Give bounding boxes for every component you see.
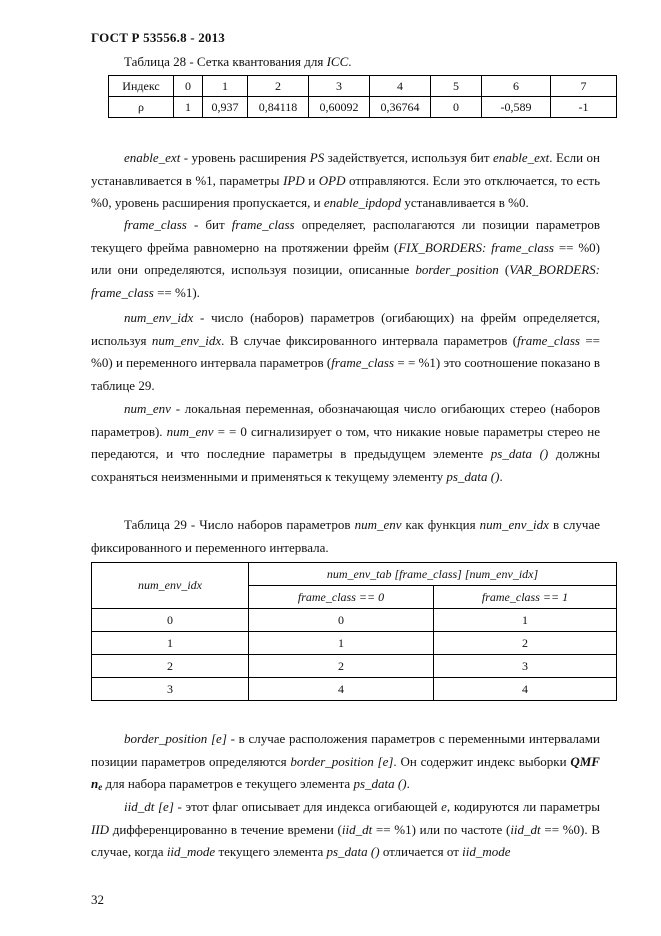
table-cell: 3 [309, 76, 370, 97]
table-cell: 3 [92, 678, 249, 701]
table-29 [91, 562, 617, 701]
header-num-env-tab: num_env_tab [frame_class] [num_env_idx] [249, 563, 617, 586]
table-cell: 0,60092 [309, 97, 370, 118]
header-frame-class-1: frame_class == 1 [434, 586, 617, 609]
table-cell: 0,84118 [248, 97, 309, 118]
table-row [92, 678, 617, 701]
table-cell: 0 [249, 609, 434, 632]
table-cell: 0 [174, 76, 203, 97]
header-frame-class-0: frame_class == 0 [249, 586, 434, 609]
table-cell: 1 [203, 76, 248, 97]
table-cell: 2 [249, 655, 434, 678]
table-cell: 6 [482, 76, 551, 97]
paragraph-iid-dt: iid_dt [e] - этот флаг описывает для индекса огибающей e, кодируются ли параметры IID дифференцированно в течение времени (iid_dt == %1) или по частоте (iid_dt == %0). В случае, когда iid_mode текущего элемента ps_data () отличается от iid_mode [91, 799, 601, 859]
table-28 [108, 75, 617, 118]
page-number: 32 [91, 892, 104, 907]
table-cell: 3 [434, 655, 617, 678]
table-cell: 0,36764 [370, 97, 431, 118]
paragraph-num-env: num_env - локальная переменная, обозначающая число огибающих стерео (наборов параметров). num_env = = 0 сигнализирует о том, что никакие новые параметры стерео не передаются, и что последние параметры в предыдущем элементе ps_data () должны сохраняться неизменными и применяться к текущему элементу ps_data (). [91, 401, 600, 484]
paragraph-frame-class: frame_class - бит frame_class определяет, располагаются ли позиции параметров текущего фрейма равномерно на протяжении фрейм (FIX_BORDERS: frame_class == %0) или они определяются, используя позиции, описанные border_position (VAR_BORDERS: frame_class == %1). [91, 217, 600, 300]
table-cell: 4 [434, 678, 617, 701]
table-cell: -1 [551, 97, 617, 118]
table-cell: 1 [174, 97, 203, 118]
table29-caption: Таблица 29 - Число наборов параметров num_env как функция num_env_idx в случае фиксированного и переменного интервала. [91, 517, 600, 555]
table-row [109, 97, 617, 118]
table-row [92, 655, 617, 678]
paragraph-num-env-idx: num_env_idx - число (наборов) параметров (огибающих) на фрейм определяется, используя num_env_idx. В случае фиксированного интервала параметров (frame_class == %0) и переменного интервала параметров (frame_class = = %1) это соотношение показано в таблице 29. [91, 310, 600, 393]
table-cell: 0 [92, 609, 249, 632]
table-cell: 2 [92, 655, 249, 678]
table-cell: 2 [248, 76, 309, 97]
document-header: ГОСТ Р 53556.8 - 2013 [91, 30, 225, 45]
table-header-row [92, 563, 617, 586]
table-row [92, 632, 617, 655]
table-cell: 1 [434, 609, 617, 632]
table-row [109, 76, 617, 97]
table-cell: 0 [431, 97, 482, 118]
table-row [92, 609, 617, 632]
paragraph-border-position: border_position [e] - в случае расположения параметров с переменными интервалами позиции параметров определяются border_position [e]. Он содержит индекс выборки QMF $n_e$ для набора параметров е текущего элемента ps_data (). [91, 731, 600, 792]
table-cell: 4 [249, 678, 434, 701]
table-cell: 4 [370, 76, 431, 97]
paragraph-enable-ext: enable_ext - уровень расширения PS задействуется, используя бит enable_ext. Если он устанавливается в %1, параметры IPD и OPD отправляются. Если это отключается, то есть %0, уровень расширения пропускается, и enable_ipdopd устанавливается в %0. [91, 150, 600, 210]
table-cell: ρ [109, 97, 174, 118]
table-cell: 1 [92, 632, 249, 655]
table-cell: 0,937 [203, 97, 248, 118]
table-cell: 1 [249, 632, 434, 655]
header-num-env-idx: num_env_idx [92, 563, 249, 609]
table28-caption: Таблица 28 - Сетка квантования для ICC. [124, 54, 352, 69]
table-cell: Индекс [109, 76, 174, 97]
table-cell: 2 [434, 632, 617, 655]
table-cell: -0,589 [482, 97, 551, 118]
table-cell: 5 [431, 76, 482, 97]
table-cell: 7 [551, 76, 617, 97]
